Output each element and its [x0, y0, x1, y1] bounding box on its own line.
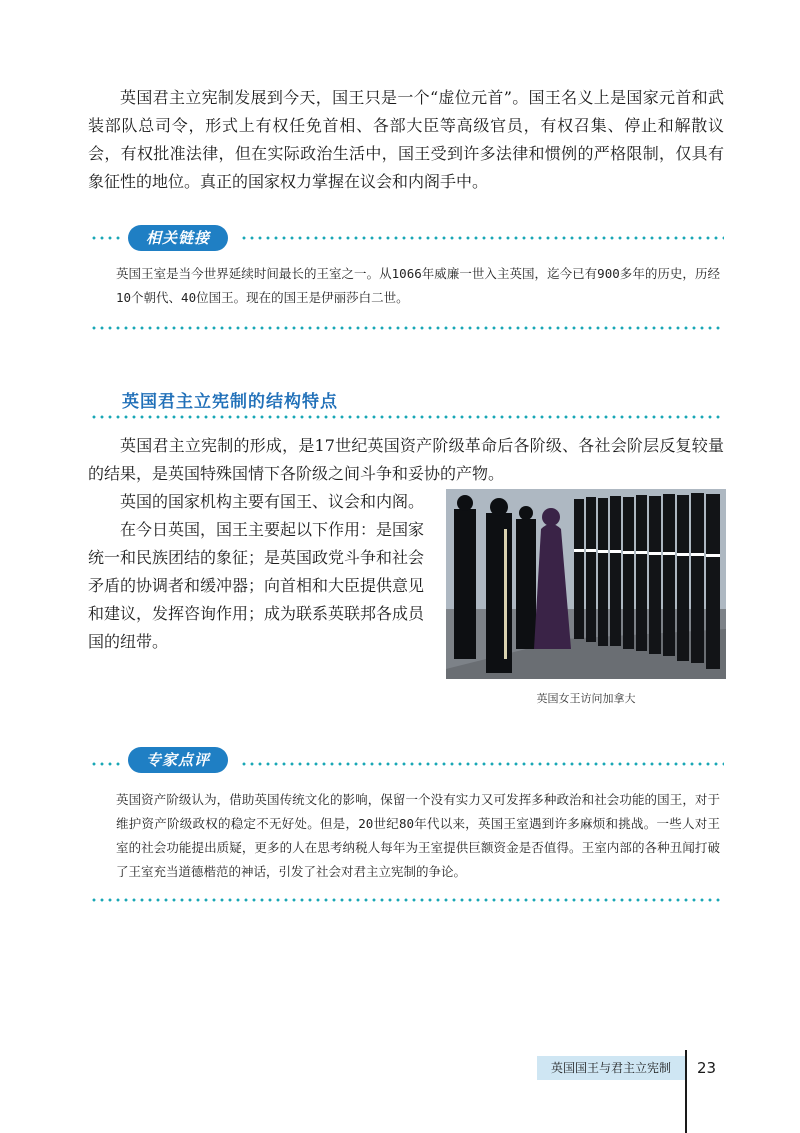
section-title-dotted-rule	[90, 415, 724, 419]
section-paragraph-1: 英国君主立宪制的形成，是17世纪英国资产阶级革命后各阶级、各社会阶层反复较量的结果，是英国特殊国情下各阶级之间斗争和妥协的产物。	[88, 436, 724, 483]
section-title: 英国君主立宪制的结构特点	[122, 392, 338, 412]
related-links-text: 英国王室是当今世界延续时间最长的王室之一。从1066年威廉一世入主英国，迄今已有900多年的历史，历经10个朝代、40位国王。现在的国王是伊丽莎白二世。	[116, 266, 720, 305]
footer-vertical-rule	[685, 1050, 687, 1133]
expert-comment-label: 专家点评	[128, 747, 228, 773]
related-links-bottom-dotted-rule	[90, 326, 724, 330]
section-paragraph-3: 在今日英国，国王主要起以下作用：是国家统一和民族团结的象征；是英国政党斗争和社会矛盾的协调者和缓冲器；向首相和大臣提供意见和建议，发挥咨询作用；成为联系英联邦各成员国的纽带。	[88, 520, 425, 651]
related-links-top-dotted-rule	[90, 236, 124, 240]
expert-comment-bottom-dotted-rule	[90, 898, 724, 902]
expert-comment-top-dotted-rule	[90, 762, 124, 766]
photo-caption: 英国女王访问加拿大	[536, 692, 636, 705]
queen-visit-photo	[446, 489, 726, 679]
footer-chapter-title: 英国国王与君主立宪制	[537, 1056, 685, 1080]
related-links-label: 相关链接	[128, 225, 228, 251]
photo-illustration	[446, 489, 726, 679]
expert-comment-text: 英国资产阶级认为，借助英国传统文化的影响，保留一个没有实力又可发挥多种政治和社会功能的国王，对于维护资产阶级政权的稳定不无好处。但是，20世纪80年代以来，英国王室遇到许多麻烦和挑战。一些人对王室的社会功能提出质疑，更多的人在思考纳税人每年为王室提供巨额资金是否值得。王室内部的各种丑闻打破了王室充当道德楷范的神话，引发了社会对君主立宪制的争论。	[116, 792, 720, 879]
section-paragraph-2: 英国的国家机构主要有国王、议会和内阁。	[120, 492, 425, 511]
related-links-top-dotted-rule-right	[240, 236, 724, 240]
expert-comment-top-dotted-rule-right	[240, 762, 724, 766]
page-number: 23	[697, 1059, 717, 1077]
intro-paragraph: 英国君主立宪制发展到今天，国王只是一个“虚位元首”。国王名义上是国家元首和武装部队总司令，形式上有权任免首相、各部大臣等高级官员，有权召集、停止和解散议会，有权批准法律，但在实际政治生活中，国王受到许多法律和惯例的严格限制，仅具有象征性的地位。真正的国家权力掌握在议会和内阁手中。	[88, 88, 724, 191]
